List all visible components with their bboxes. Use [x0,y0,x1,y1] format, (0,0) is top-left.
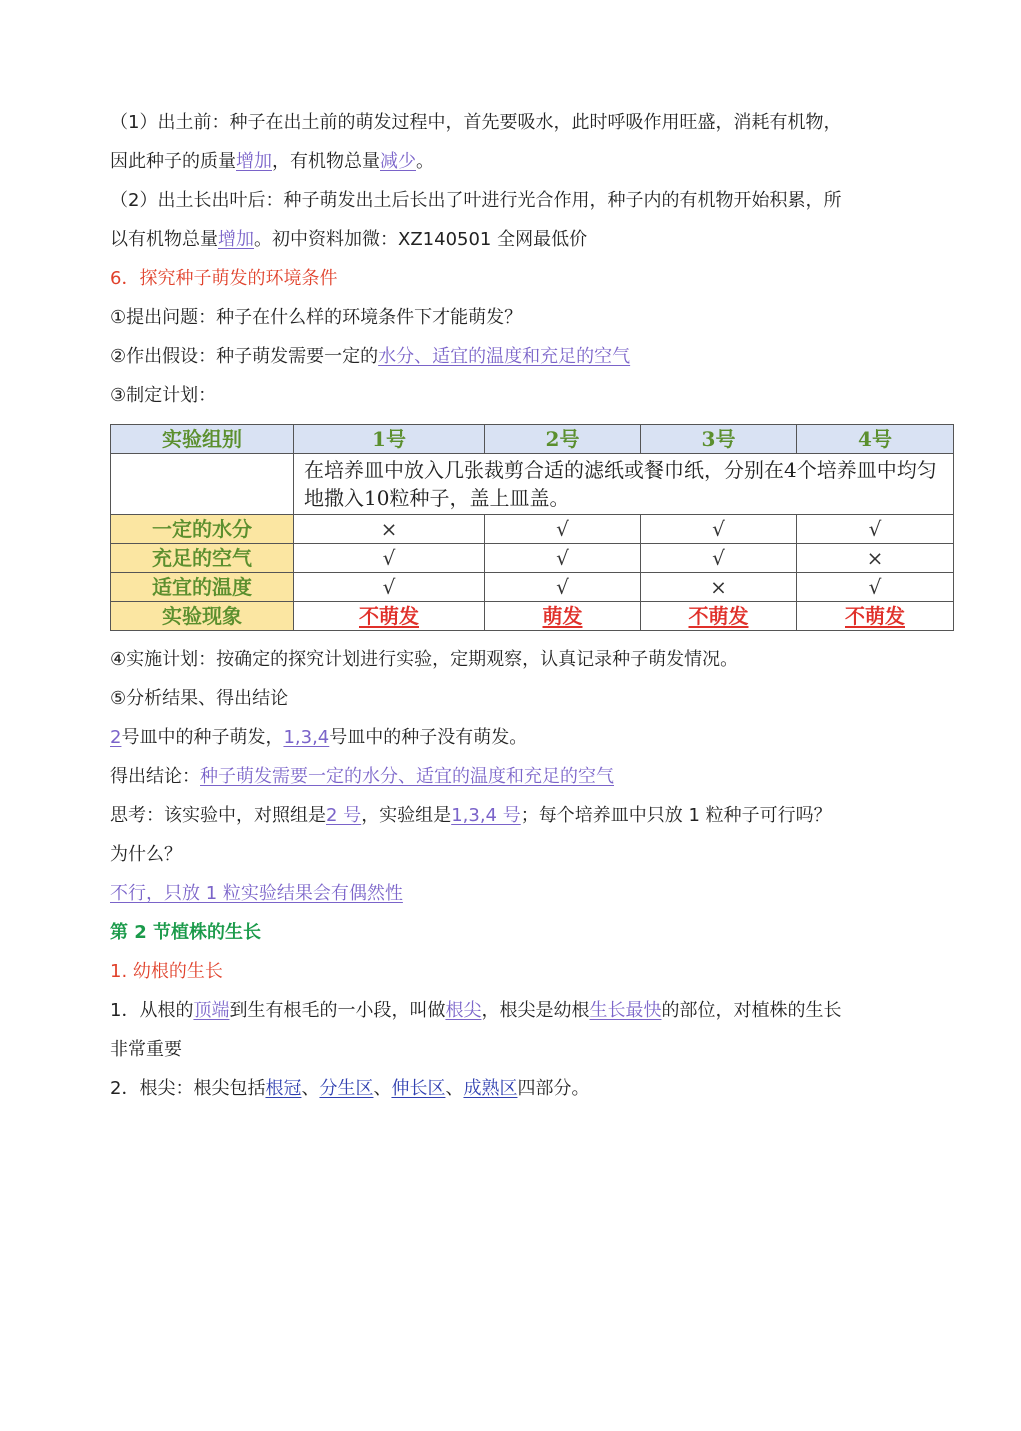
experiment-table [110,424,954,631]
result-text: 萌发 [542,604,583,628]
answer-control-group: 2 号 [326,805,362,826]
subsection-root-growth: 1. 幼根的生长 [110,961,223,982]
think-line [110,804,930,828]
mark-cell: √ [485,515,641,544]
header-cell: 4号 [797,425,954,454]
paragraph-before-emergence-line1 [110,111,930,135]
answer-elongation: 伸长区 [391,1078,446,1099]
text: ，实验组是 [361,805,452,826]
result-cell [485,602,641,631]
answer-think: 不行，只放 1 粒实验结果会有偶然性 [110,883,403,904]
step-implement: ④实施计划：按确定的探究计划进行实验，定期观察，认真记录种子萌发情况。 [110,649,739,670]
table-row-description [111,454,954,515]
text: 、 [373,1078,392,1099]
result-line [110,726,930,750]
text: 号皿中的种子萌发， [121,727,284,748]
result-cell [641,602,797,631]
header-cell: 实验组别 [111,425,294,454]
answer-meristem: 分生区 [319,1078,374,1099]
setup-description: 在培养皿中放入几张裁剪合适的滤纸或餐巾纸，分别在4个培养皿中均匀地撒入10粒种子，盖上皿盖。 [294,454,954,515]
table-row [111,515,954,544]
step-propose-question: ①提出问题：种子在什么样的环境条件下才能萌发？ [110,307,523,328]
item2-line [110,1077,930,1101]
mark-cell: √ [485,544,641,573]
text: 号皿中的种子没有萌发。 [329,727,528,748]
mark-cell: × [797,544,954,573]
text: 因此种子的质量 [110,151,236,172]
mark-cell: √ [641,544,797,573]
result-text: 不萌发 [359,604,419,628]
result-cell [294,602,485,631]
item1-line1 [110,999,930,1023]
header-cell: 1号 [294,425,485,454]
text: ，有机物总量 [272,151,380,172]
text: 。 [416,151,434,172]
mark-cell: √ [641,515,797,544]
row-label: 实验现象 [111,602,294,631]
mark-cell: √ [294,573,485,602]
section-title: 第 2 节植株的生长 [110,922,262,943]
conclusion-line [110,765,930,789]
section-heading-6: 6．探究种子萌发的环境条件 [110,268,338,289]
text: 2．根尖：根尖包括 [110,1078,266,1099]
text: ②作出假设：种子萌发需要一定的 [110,346,379,367]
think-answer [110,882,930,906]
header-cell: 3号 [641,425,797,454]
result-cell [797,602,954,631]
answer-fastest-growth: 生长最快 [589,1000,662,1021]
mark-cell: × [641,573,797,602]
text: ；每个培养皿中只放 1 粒种子可行吗？ [520,805,832,826]
answer-maturation: 成熟区 [463,1078,518,1099]
text: 思考：该实验中，对照组是 [110,805,326,826]
answer-organic-increase: 增加 [218,229,254,250]
text: 得出结论： [110,766,200,787]
item1-line2: 非常重要 [110,1039,182,1060]
answer-tip: 顶端 [193,1000,230,1021]
header-cell: 2号 [485,425,641,454]
mark-cell: × [294,515,485,544]
text: （1）出土前：种子在出土前的萌发过程中，首先要吸水，此时呼吸作用旺盛，消耗有机物， [110,112,842,133]
paragraph-before-emergence-line2 [110,150,930,174]
table-row-result [111,602,954,631]
text: 。初中资料加微：XZ140501 全网最低价 [254,229,588,250]
text: 、 [301,1078,320,1099]
answer-dish-2: 2 [110,727,122,748]
answer-conclusion: 种子萌发需要一定的水分、适宜的温度和充足的空气 [200,766,614,787]
row-label: 一定的水分 [111,515,294,544]
row-label: 充足的空气 [111,544,294,573]
mark-cell: √ [485,573,641,602]
table-header-row [111,425,954,454]
answer-hypothesis: 水分、适宜的温度和充足的空气 [378,346,631,367]
table-row [111,544,954,573]
text: （2）出土长出叶后：种子萌发出土后长出了叶进行光合作用，种子内的有机物开始积累，所 [110,190,842,211]
empty-cell [111,454,294,515]
text: 四部分。 [517,1078,590,1099]
table-row [111,573,954,602]
text: 、 [445,1078,464,1099]
text: 的部位，对植株的生长 [661,1000,842,1021]
text: 1．从根的 [110,1000,194,1021]
mark-cell: √ [797,515,954,544]
step-plan: ③制定计划： [110,385,217,406]
answer-root-tip: 根尖 [445,1000,482,1021]
think-line2: 为什么？ [110,844,182,865]
result-text: 不萌发 [845,604,905,628]
row-label: 适宜的温度 [111,573,294,602]
answer-dishes-134: 1,3,4 [283,727,330,748]
text: 到生有根毛的一小段，叫做 [229,1000,446,1021]
mark-cell: √ [797,573,954,602]
answer-root-cap: 根冠 [265,1078,302,1099]
step-hypothesis [110,345,930,369]
paragraph-after-leaves-line1 [110,189,930,213]
step-analyze: ⑤分析结果、得出结论 [110,688,289,709]
answer-experimental-group: 1,3,4 号 [451,805,521,826]
paragraph-after-leaves-line2 [110,228,930,252]
answer-mass-increase: 增加 [236,151,272,172]
text: ，根尖是幼根 [481,1000,590,1021]
answer-organic-decrease: 减少 [380,151,416,172]
result-text: 不萌发 [688,604,749,628]
text: 以有机物总量 [110,229,218,250]
mark-cell: √ [294,544,485,573]
